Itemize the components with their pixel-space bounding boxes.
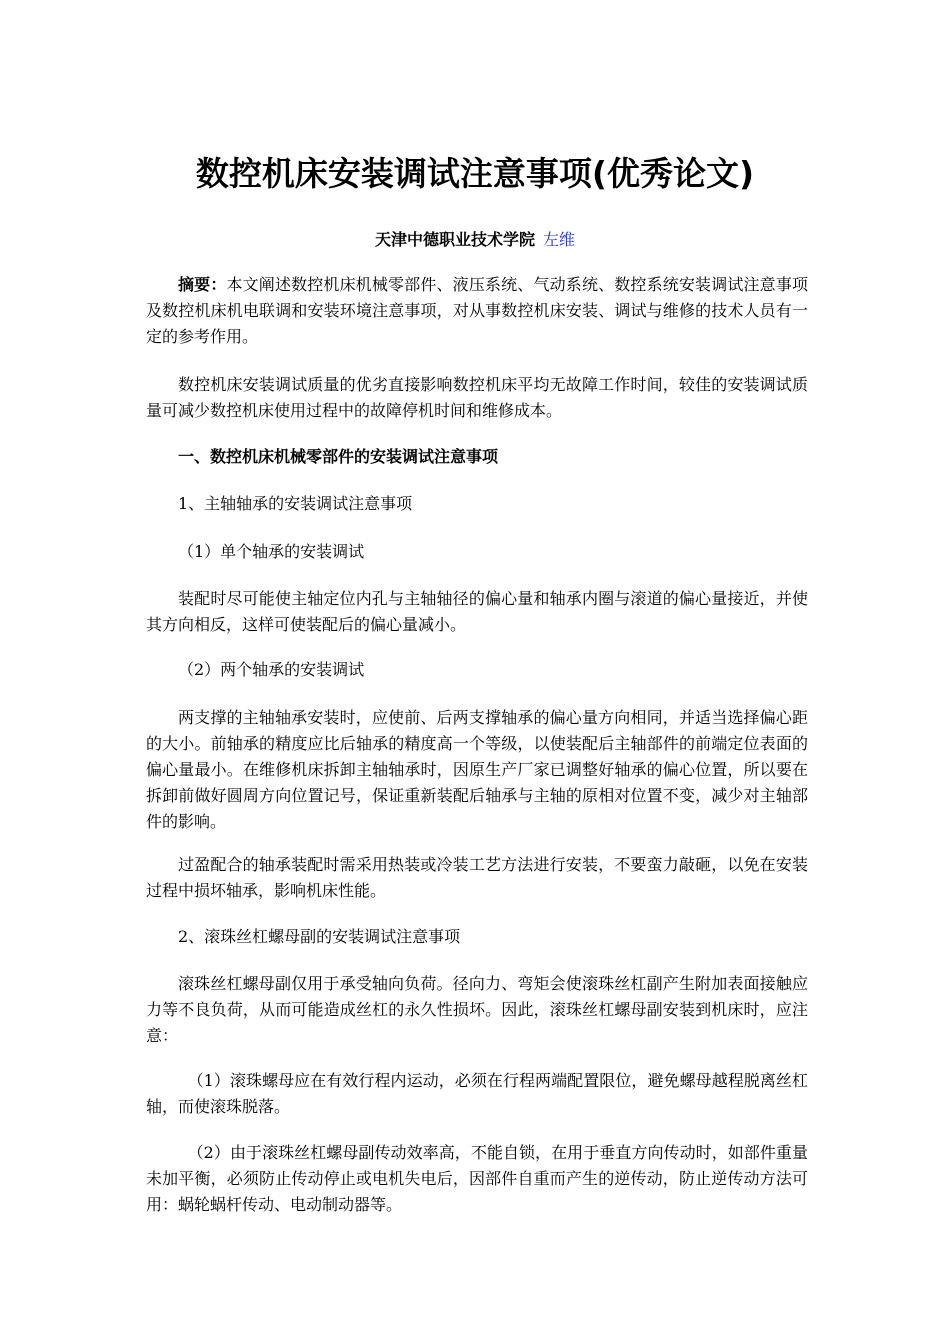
sub-heading-single-bearing: （1）单个轴承的安装调试 (178, 542, 365, 561)
intro-paragraph: 数控机床安装调试质量的优劣直接影响数控机床平均无故障工作时间，较佳的安装调试质量可减少数控机床使用过程中的故障停机时间和维修成本。 (146, 375, 808, 420)
sub-heading-two-bearings: （2）两个轴承的安装调试 (178, 660, 365, 679)
author-name: 左维 (543, 230, 576, 249)
abstract-label: 摘要： (178, 275, 227, 294)
single-bearing-paragraph: 装配时尽可能使主轴定位内孔与主轴轴径的偏心量和轴承内圈与滚道的偏心量接近，并使其方向相反，这样可使装配后的偏心量减小。 (146, 589, 808, 634)
author-institution: 天津中德职业技术学院 (374, 230, 535, 249)
abstract-text: 本文阐述数控机床机械零部件、液压系统、气动系统、数控系统安装调试注意事项及数控机床机电联调和安装环境注意事项，对从事数控机床安装、调试与维修的技术人员有一定的参考作用。 (146, 275, 808, 346)
ballscrew-point-1: （1）滚珠螺母应在有效行程内运动，必须在行程两端配置限位，避免螺母越程脱离丝杠轴，而使滚珠脱落。 (146, 1071, 808, 1116)
ballscrew-point-2: （2）由于滚珠丝杠螺母副传动效率高，不能自锁，在用于垂直方向传动时，如部件重量未加平衡，必须防止传动停止或电机失电后，因部件自重而产生的逆传动，防止逆传动方法可用：蜗轮蜗杆传动、电动制动器等。 (146, 1143, 808, 1214)
author-line (0, 227, 950, 253)
page-title: 数控机床安装调试注意事项(优秀论文) (195, 154, 755, 193)
section-heading: 一、数控机床机械零部件的安装调试注意事项 (178, 447, 499, 466)
subsection-heading-ballscrew: 2、滚珠丝杠螺母副的安装调试注意事项 (178, 927, 461, 946)
interference-fit-paragraph: 过盈配合的轴承装配时需采用热装或冷装工艺方法进行安装，不要蛮力敲砸，以免在安装过程中损坏轴承，影响机床性能。 (146, 855, 808, 900)
two-bearings-paragraph: 两支撑的主轴轴承安装时，应使前、后两支撑轴承的偏心量方向相同，并适当选择偏心距的大小。前轴承的精度应比后轴承的精度高一个等级，以使装配后主轴部件的前端定位表面的偏心量最小。在维修机床拆卸主轴轴承时，因原生产厂家已调整好轴承的偏心位置，所以要在拆卸前做好圆周方向位置记号，保证重新装配后轴承与主轴的原相对位置不变，减少对主轴部件的影响。 (146, 708, 808, 831)
abstract-paragraph (146, 272, 808, 350)
subsection-heading-bearing: 1、主轴轴承的安装调试注意事项 (178, 494, 413, 513)
ballscrew-paragraph: 滚珠丝杠螺母副仅用于承受轴向负荷。径向力、弯矩会使滚珠丝杠副产生附加表面接触应力等不良负荷，从而可能造成丝杠的永久性损坏。因此，滚珠丝杠螺母副安装到机床时，应注意： (146, 974, 808, 1045)
